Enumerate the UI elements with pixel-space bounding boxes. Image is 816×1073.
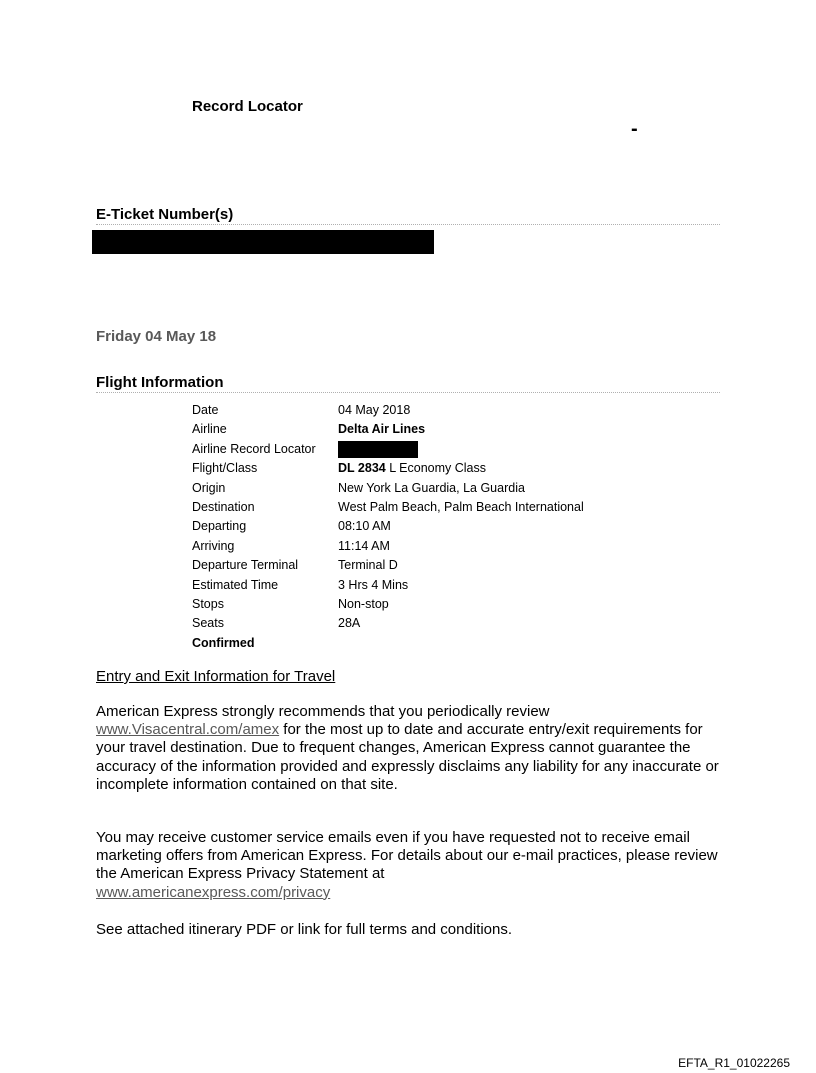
info-value: Terminal D: [338, 558, 398, 573]
redacted-eticket-number: [92, 230, 434, 254]
eticket-heading: E-Ticket Number(s): [96, 206, 720, 225]
privacy-text: You may receive customer service emails even if you have requested not to receive email marketing offers from American Express. For details about our e-mail practices, please review the American Express Privacy Statement at: [96, 829, 718, 883]
flight-number: DL 2834: [338, 461, 386, 476]
info-value: Non-stop: [338, 596, 389, 611]
booking-status: Confirmed: [192, 635, 255, 650]
info-value: West Palm Beach, Palm Beach International: [338, 499, 584, 514]
info-value: 04 May 2018: [338, 403, 411, 417]
info-value: 28A: [338, 616, 361, 631]
info-label: Flight/Class: [192, 461, 258, 476]
info-value: 11:14 AM: [338, 538, 390, 553]
record-locator-value: -: [631, 118, 638, 140]
info-label: Departure Terminal: [192, 558, 299, 573]
terms-note: See attached itinerary PDF or link for full terms and conditions.: [96, 921, 513, 938]
entry-exit-text-before: American Express strongly recommends that you periodically review: [96, 703, 550, 720]
document-id: EFTA_R1_01022265: [678, 1056, 790, 1070]
info-label: Airline: [192, 422, 227, 437]
redacted-record-locator: [338, 441, 418, 458]
info-value: [338, 440, 418, 459]
info-value: New York La Guardia, La Guardia: [338, 480, 525, 495]
privacy-link[interactable]: www.americanexpress.com/privacy: [96, 883, 331, 901]
info-value: 3 Hrs 4 Mins: [338, 577, 409, 592]
info-label: Departing: [192, 519, 247, 534]
info-label: Arriving: [192, 538, 235, 553]
entry-exit-heading: Entry and Exit Information for Travel: [96, 668, 336, 685]
trip-date-heading: Friday 04 May 18: [96, 328, 217, 345]
info-label: Seats: [192, 616, 224, 631]
visacentral-link[interactable]: www.Visacentral.com/amex: [96, 721, 280, 739]
info-label: Stops: [192, 596, 224, 611]
info-label: Origin: [192, 480, 226, 495]
info-label: Airline Record Locator: [192, 441, 316, 456]
flight-info-heading: Flight Information: [96, 374, 720, 393]
info-value: Delta Air Lines: [338, 422, 426, 437]
privacy-paragraph: [96, 829, 736, 902]
info-label: Date: [192, 403, 219, 417]
entry-exit-text-after: for the most up to date and accurate entry/exit requirements for your travel destination. Due to frequent changes, American Express cannot guarantee the accuracy of the information provided and expressly disclaims any liability for any inaccurate or incomplete information contained on that site.: [96, 721, 719, 793]
record-locator-label: Record Locator: [192, 98, 303, 115]
info-label: Estimated Time: [192, 577, 279, 592]
info-label: Destination: [192, 499, 255, 514]
entry-exit-paragraph: [96, 703, 736, 794]
info-value: 08:10 AM: [338, 519, 391, 534]
info-value: [338, 459, 486, 478]
flight-class: L Economy Class: [389, 461, 486, 476]
